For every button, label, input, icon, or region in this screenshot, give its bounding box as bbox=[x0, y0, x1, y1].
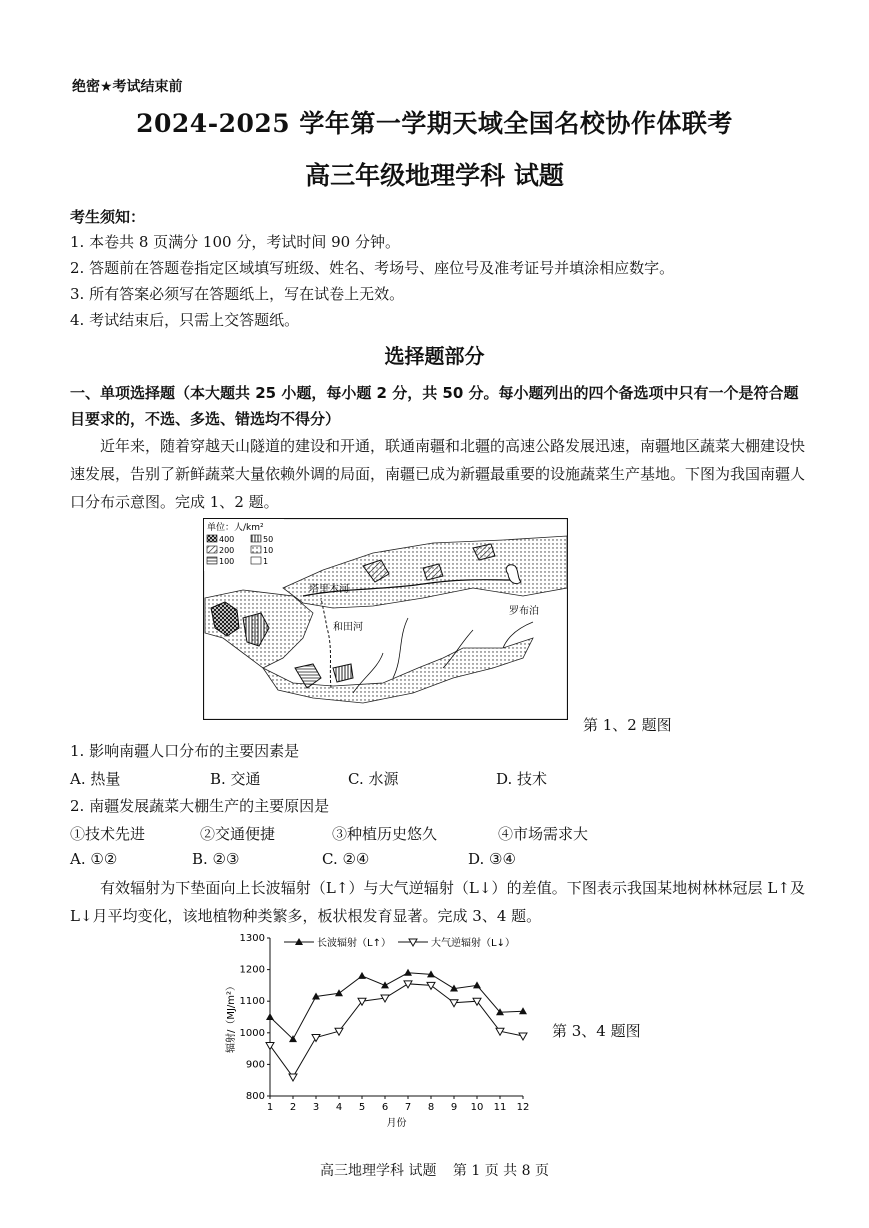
map-caption: 第 1、2 题图 bbox=[583, 716, 672, 734]
page-footer bbox=[0, 1160, 869, 1180]
q2-choice: ②交通便捷 bbox=[200, 825, 276, 843]
legend-label: 长波辐射（L↑） bbox=[317, 938, 391, 949]
notice-heading: 考生须知： bbox=[70, 208, 146, 226]
x-tick-label: 8 bbox=[427, 1102, 435, 1113]
exam-subtitle: 高三年级地理学科 试题 bbox=[305, 161, 564, 190]
legend-label: 50 bbox=[263, 535, 274, 544]
y-tick-label: 800 bbox=[245, 1091, 265, 1102]
data-point bbox=[473, 981, 481, 988]
x-tick-label: 3 bbox=[312, 1102, 320, 1113]
legend-label: 1 bbox=[263, 557, 269, 566]
legend-label: 10 bbox=[263, 546, 274, 555]
notice-item: 4. 考试结束后，只需上交答题纸。 bbox=[70, 311, 300, 329]
y-tick-label: 1100 bbox=[239, 996, 265, 1008]
data-point bbox=[358, 972, 366, 979]
data-point bbox=[450, 1000, 458, 1007]
q2-option-a[interactable]: A. ①② bbox=[70, 850, 118, 868]
map-label-tarim-river: 塔里木河 bbox=[309, 584, 349, 595]
q1-option-a[interactable]: A. 热量 bbox=[70, 770, 121, 788]
passage-1: 近年来，随着穿越天山隧道的建设和开通，联通南疆和北疆的高速公路发展迅速，南疆地区蔬菜大棚建设快速发展，告别了新鲜蔬菜大量依赖外调的局面，南疆已成为新疆最重要的设施蔬菜生产基地。下图为我国南疆人口分布示意图。完成 1、2 题。 bbox=[70, 437, 806, 511]
x-tick-label: 1 bbox=[266, 1102, 274, 1113]
legend-swatch bbox=[251, 546, 261, 553]
series-line bbox=[270, 984, 523, 1077]
chart-caption: 第 3、4 题图 bbox=[552, 1022, 641, 1040]
x-tick-label: 7 bbox=[404, 1102, 412, 1113]
x-axis-label: 月份 bbox=[386, 1118, 407, 1129]
notice-item: 3. 所有答案必须写在答题纸上，写在试卷上无效。 bbox=[70, 285, 405, 303]
exam-title: 2024-2025 学年第一学期天域全国名校协作体联考 bbox=[136, 109, 733, 138]
data-point bbox=[266, 1042, 274, 1049]
legend-label: 100 bbox=[219, 557, 235, 566]
q2-choice: ④市场需求大 bbox=[498, 825, 589, 843]
q2-option-c[interactable]: C. ②④ bbox=[322, 850, 370, 868]
data-point bbox=[381, 981, 389, 988]
legend-swatch bbox=[251, 557, 261, 564]
data-point bbox=[404, 969, 412, 976]
legend-swatch bbox=[207, 546, 217, 553]
legend-swatch bbox=[207, 557, 217, 564]
data-point bbox=[335, 989, 343, 996]
x-tick-label: 5 bbox=[358, 1102, 366, 1113]
data-point bbox=[312, 1035, 320, 1042]
question-2-stem: 2. 南疆发展蔬菜大棚生产的主要原因是 bbox=[70, 797, 330, 815]
radiation-line-chart bbox=[218, 928, 538, 1133]
legend-label: 200 bbox=[219, 546, 235, 555]
series-line bbox=[270, 973, 523, 1039]
map-label-lop-nur: 罗布泊 bbox=[509, 606, 539, 617]
data-point bbox=[519, 1007, 527, 1014]
y-tick-label: 1000 bbox=[239, 1027, 265, 1039]
y-tick-label: 1200 bbox=[239, 964, 265, 976]
question-1-stem: 1. 影响南疆人口分布的主要因素是 bbox=[70, 742, 300, 760]
q1-option-b[interactable]: B. 交通 bbox=[210, 770, 261, 788]
y-tick-label: 900 bbox=[245, 1059, 265, 1071]
x-tick-label: 4 bbox=[335, 1102, 343, 1113]
data-point bbox=[427, 982, 435, 989]
footer-page-number: 第 1 页 共 8 页 bbox=[452, 1163, 549, 1179]
confidential-mark: 绝密★考试结束前 bbox=[72, 79, 183, 95]
q1-option-d[interactable]: D. 技术 bbox=[496, 770, 548, 788]
q2-option-d[interactable]: D. ③④ bbox=[468, 850, 516, 868]
notice-item: 1. 本卷共 8 页满分 100 分，考试时间 90 分钟。 bbox=[70, 233, 400, 251]
passage-2: 有效辐射为下垫面向上长波辐射（L↑）与大气逆辐射（L↓）的差值。下图表示我国某地树林林冠层 L↑及 L↓月平均变化，该地植物种类繁多，板状根发育显著。完成 3、4 题。 bbox=[70, 879, 805, 925]
population-map bbox=[203, 518, 568, 720]
data-point bbox=[519, 1033, 527, 1040]
footer-subject: 高三地理学科 试题 bbox=[320, 1163, 437, 1179]
x-tick-label: 9 bbox=[450, 1102, 458, 1113]
legend-swatch bbox=[207, 535, 217, 542]
legend-label: 大气逆辐射（L↓） bbox=[431, 938, 515, 949]
x-tick-label: 11 bbox=[493, 1102, 507, 1113]
legend-swatch bbox=[251, 535, 261, 542]
y-tick-label: 1300 bbox=[239, 933, 265, 944]
notice-item: 2. 答题前在答题卷指定区域填写班级、姓名、考场号、座位号及准考证号并填涂相应数字。 bbox=[70, 259, 675, 277]
legend-title: 单位：人/km² bbox=[207, 523, 264, 533]
x-tick-label: 12 bbox=[516, 1102, 530, 1113]
x-tick-label: 2 bbox=[289, 1102, 297, 1113]
part-instructions: 一、单项选择题（本大题共 25 小题，每小题 2 分，共 50 分。每小题列出的四个备选项中只有一个是符合题目要求的，不选、多选、错选均不得分） bbox=[70, 384, 799, 428]
x-tick-label: 6 bbox=[381, 1102, 389, 1113]
y-axis-label: 辐射/（MJ/m²） bbox=[226, 980, 237, 1054]
q2-option-b[interactable]: B. ②③ bbox=[192, 850, 240, 868]
q2-choice: ①技术先进 bbox=[70, 825, 146, 843]
map-label-hotan-river: 和田河 bbox=[333, 622, 363, 633]
x-tick-label: 10 bbox=[470, 1102, 484, 1113]
legend-label: 400 bbox=[219, 535, 235, 544]
data-point bbox=[266, 1013, 274, 1020]
q1-option-c[interactable]: C. 水源 bbox=[348, 770, 399, 788]
q2-choice: ③种植历史悠久 bbox=[332, 825, 438, 843]
data-point bbox=[289, 1074, 297, 1081]
section-title: 选择题部分 bbox=[384, 344, 485, 368]
